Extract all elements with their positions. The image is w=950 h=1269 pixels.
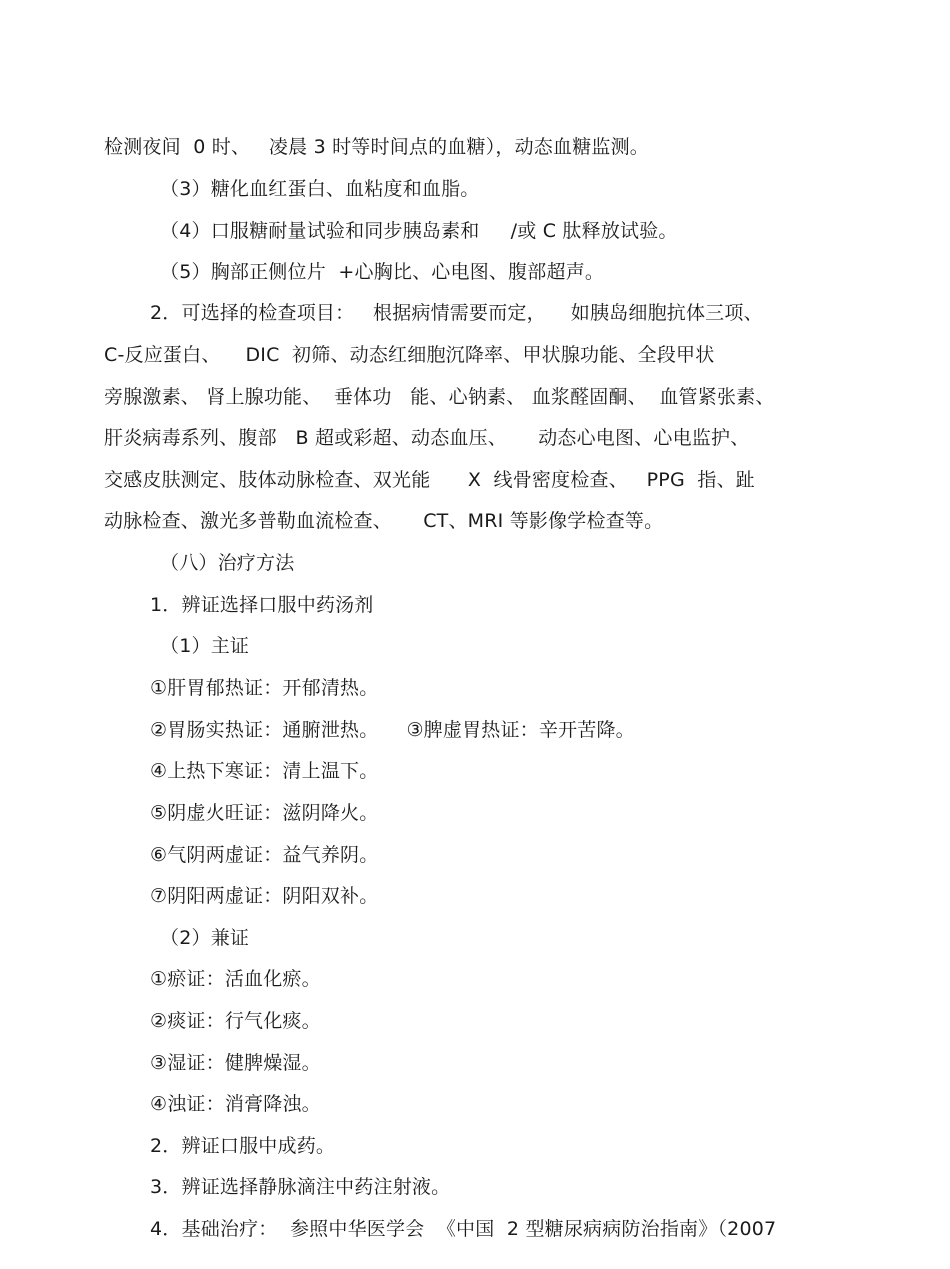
text-line: C-反应蛋白、 DIC 初筛、动态红细胞沉降率、甲状腺功能、全段甲状 — [104, 344, 715, 366]
text-line: （3）糖化血红蛋白、血粘度和血脂。 — [160, 178, 480, 200]
list-item: ①肝胃郁热证：开郁清热。 — [150, 677, 379, 699]
list-item: ③湿证：健脾燥湿。 — [150, 1052, 321, 1074]
section-heading: （八）治疗方法 — [160, 552, 295, 574]
text-line: 4．基础治疗： 参照中华医学会 《中国 2 型糖尿病病防治指南》（2007 — [150, 1218, 777, 1240]
list-item: ④浊证：消膏降浊。 — [150, 1093, 321, 1115]
list-item: ②痰证：行气化痰。 — [150, 1010, 321, 1032]
text-line: （5）胸部正侧位片 +心胸比、心电图、腹部超声。 — [160, 261, 605, 283]
text-line: 旁腺激素、 肾上腺功能、 垂体功 能、心钠素、 血浆醛固酮、 血管紧张素、 — [104, 386, 775, 408]
text-line: 检测夜间 0 时、 凌晨 3 时等时间点的血糖），动态血糖监测。 — [104, 136, 649, 158]
text-line: 2．可选择的检查项目： 根据病情需要而定， 如胰岛细胞抗体三项、 — [150, 302, 763, 324]
text-line: 交感皮肤测定、肢体动脉检查、双光能 X 线骨密度检查、 PPG 指、趾 — [104, 469, 755, 491]
list-item: ⑦阴阳两虚证：阴阳双补。 — [150, 885, 379, 907]
text-line: 动脉检查、激光多普勒血流检查、 CT、MRI 等影像学检查等。 — [104, 510, 664, 532]
list-item: ⑤阴虚火旺证：滋阴降火。 — [150, 802, 379, 824]
list-item: ④上热下寒证：清上温下。 — [150, 760, 379, 782]
text-line: 肝炎病毒系列、腹部 B 超或彩超、动态血压、 动态心电图、心电监护、 — [104, 427, 750, 449]
text-line: 1．辨证选择口服中药汤剂 — [150, 594, 374, 616]
text-line: 3．辨证选择静脉滴注中药注射液。 — [150, 1176, 451, 1198]
list-item: ⑥气阴两虚证：益气养阴。 — [150, 844, 379, 866]
text-line: 2．辨证口服中成药。 — [150, 1135, 336, 1157]
subsection-heading: （2）兼证 — [160, 927, 250, 949]
list-item-part: ③脾虚胃热证：辛开苦降。 — [406, 719, 635, 741]
text-line: （4）口服糖耐量试验和同步胰岛素和 /或 C 肽释放试验。 — [160, 220, 678, 242]
list-item — [150, 717, 635, 743]
subsection-heading: （1）主证 — [160, 635, 250, 657]
list-item-part: ②胃肠实热证：通腑泄热。 — [150, 719, 379, 741]
list-item: ①瘀证：活血化瘀。 — [150, 968, 321, 990]
